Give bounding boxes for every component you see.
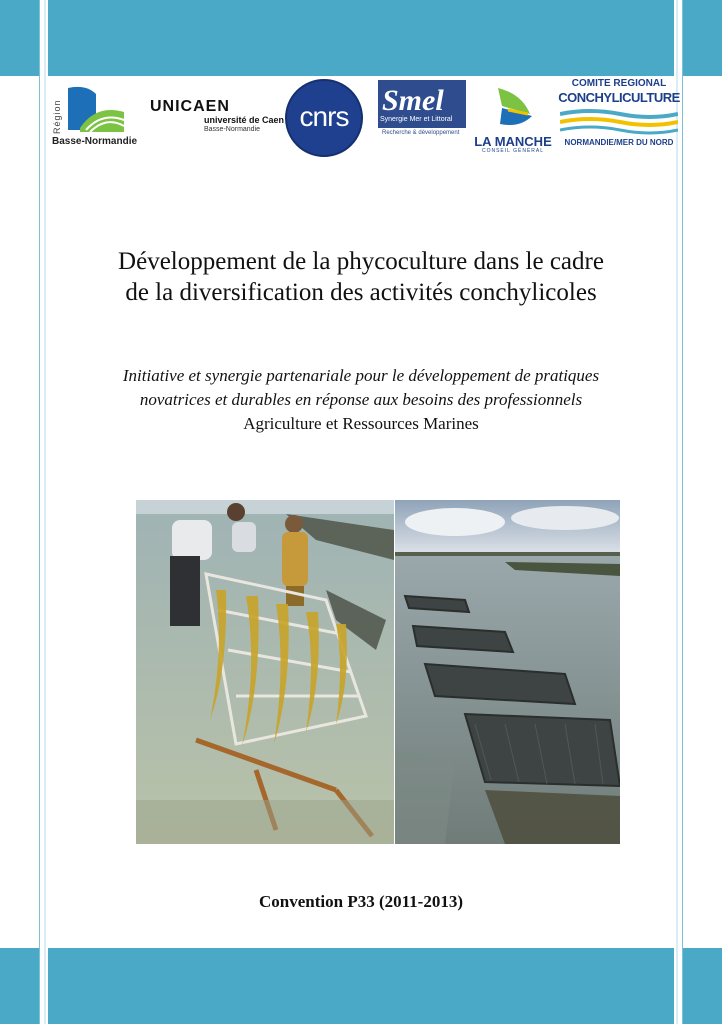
comite-conchyliculture-logo xyxy=(558,78,680,152)
comite-line-3: NORMANDIE/MER DU NORD xyxy=(564,138,674,147)
convention-label: Convention P33 (2011-2013) xyxy=(259,892,463,911)
document-subtitle-line-2: novatrices et durables en réponse aux besoins des professionnels xyxy=(139,390,583,409)
region-swoosh-icon xyxy=(66,84,126,134)
smel-tagline: Synergie Mer et Littoral xyxy=(380,116,453,123)
region-basse-normandie-logo xyxy=(52,82,142,150)
unicaen-region-label: Basse-Normandie xyxy=(204,126,261,133)
unicaen-logo xyxy=(150,98,285,142)
region-name-label: Basse-Normandie xyxy=(52,136,138,147)
la-manche-subtitle: CONSEIL GÉNÉRAL xyxy=(481,148,545,154)
document-title xyxy=(60,246,662,308)
unicaen-wordmark: UNICAEN xyxy=(150,98,230,115)
unicaen-university-label: université de Caen xyxy=(204,115,285,125)
document-subtitle-line-1: Initiative et synergie partenariale pour le développement de pratiques xyxy=(122,366,600,385)
smel-wordmark: Smel xyxy=(382,84,444,117)
la-manche-sail-icon xyxy=(488,84,538,134)
region-vertical-label: Région xyxy=(52,99,62,134)
document-subtitle xyxy=(60,364,662,436)
seaweed-cultivation-photo xyxy=(136,500,394,844)
smel-subtitle: Recherche & développement xyxy=(382,130,460,136)
cnrs-logo xyxy=(284,79,364,157)
comite-line-2: CONCHYLICULTURE xyxy=(558,90,680,105)
oyster-tables-photo xyxy=(395,500,620,844)
document-subtitle-line-3: Agriculture et Ressources Marines xyxy=(243,414,479,433)
page-footer-strip xyxy=(48,948,674,1024)
page-header-strip xyxy=(48,0,674,76)
comite-line-1: COMITE REGIONAL xyxy=(571,78,667,89)
la-manche-name: LA MANCHE xyxy=(474,134,552,149)
right-margin-rule xyxy=(676,0,678,1024)
smel-badge xyxy=(378,80,466,128)
comite-waves-icon xyxy=(560,108,678,136)
document-title-line-1: Développement de la phycoculture dans le cadre xyxy=(118,248,604,275)
la-manche-logo xyxy=(470,84,556,154)
left-margin-rule xyxy=(44,0,46,1024)
document-title-line-2: de la diversification des activités conchylicoles xyxy=(125,279,597,306)
oyster-tables-icon xyxy=(395,500,620,844)
smel-logo xyxy=(378,80,466,140)
cnrs-wordmark: cnrs xyxy=(299,101,349,132)
seaweed-cultivation-icon xyxy=(136,500,394,844)
